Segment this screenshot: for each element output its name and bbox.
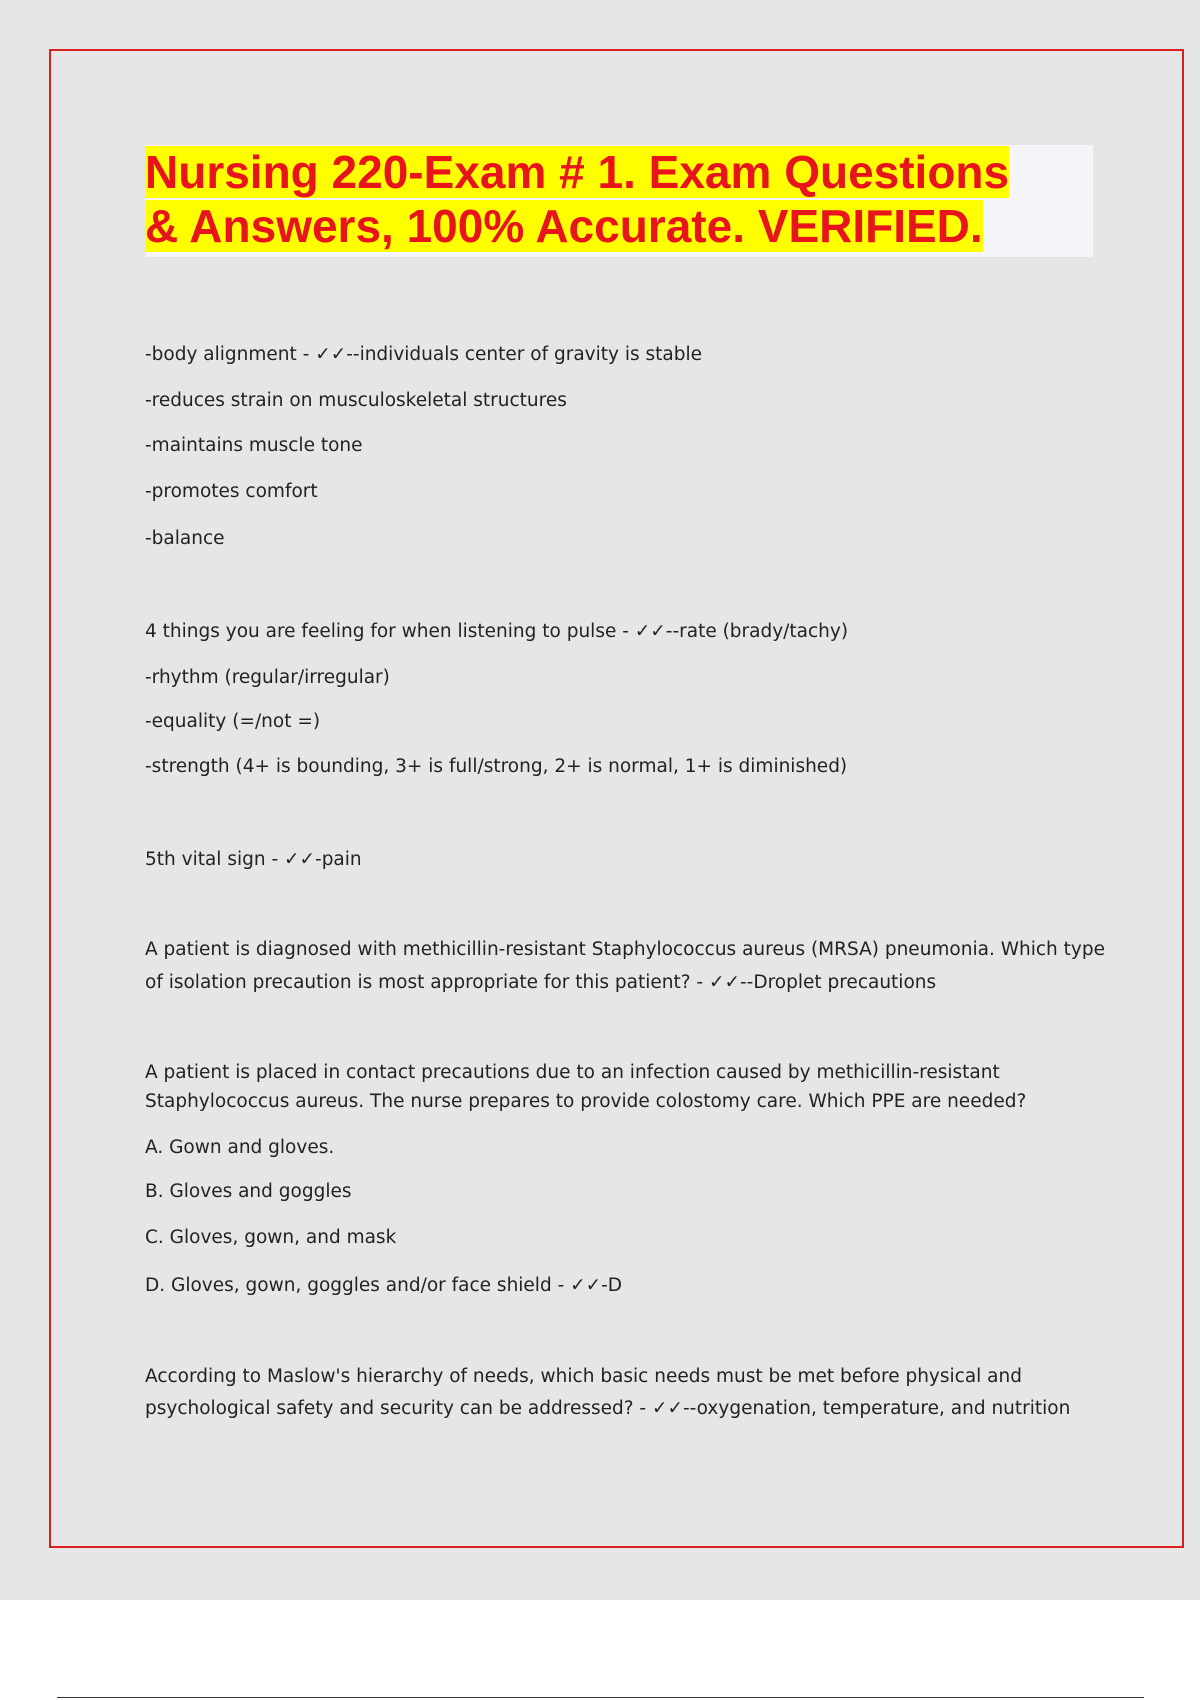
text-line: -rhythm (regular/irregular) <box>145 667 390 688</box>
page-border <box>49 49 1184 1548</box>
text-line: -balance <box>145 528 225 549</box>
title-line-2: & Answers, 100% Accurate. VERIFIED. <box>145 200 983 252</box>
answer-option: D. Gloves, gown, goggles and/or face shield - ✓✓-D <box>145 1275 623 1296</box>
text-line: According to Maslow's hierarchy of needs, which basic needs must be met before physical and <box>145 1366 1022 1387</box>
document-title <box>145 145 1093 253</box>
text-line: -equality (=/not =) <box>145 711 321 732</box>
text-line: -body alignment - ✓✓--individuals center of gravity is stable <box>145 344 702 365</box>
text-line: A patient is diagnosed with methicillin-resistant Staphylococcus aureus (MRSA) pneumonia. Which type <box>145 939 1105 960</box>
text-line: Staphylococcus aureus. The nurse prepares to provide colostomy care. Which PPE are needed? <box>145 1091 1027 1112</box>
text-line: -maintains muscle tone <box>145 435 363 456</box>
footer-divider <box>57 1697 1144 1698</box>
title-line-1: Nursing 220-Exam # 1. Exam Questions <box>145 146 1010 198</box>
text-line: -reduces strain on musculoskeletal structures <box>145 390 567 411</box>
text-line: -promotes comfort <box>145 481 318 502</box>
answer-option: C. Gloves, gown, and mask <box>145 1227 397 1248</box>
text-line: A patient is placed in contact precautions due to an infection caused by methicillin-resistant <box>145 1062 1000 1083</box>
title-block <box>145 145 1093 257</box>
text-line: 5th vital sign - ✓✓-pain <box>145 849 362 870</box>
answer-option: A. Gown and gloves. <box>145 1137 335 1158</box>
text-line: psychological safety and security can be addressed? - ✓✓--oxygenation, temperature, and nutrition <box>145 1398 1071 1419</box>
answer-option: B. Gloves and goggles <box>145 1181 352 1202</box>
text-line: of isolation precaution is most appropriate for this patient? - ✓✓--Droplet precautions <box>145 972 937 993</box>
text-line: 4 things you are feeling for when listening to pulse - ✓✓--rate (brady/tachy) <box>145 621 849 642</box>
text-line: -strength (4+ is bounding, 3+ is full/strong, 2+ is normal, 1+ is diminished) <box>145 756 848 777</box>
